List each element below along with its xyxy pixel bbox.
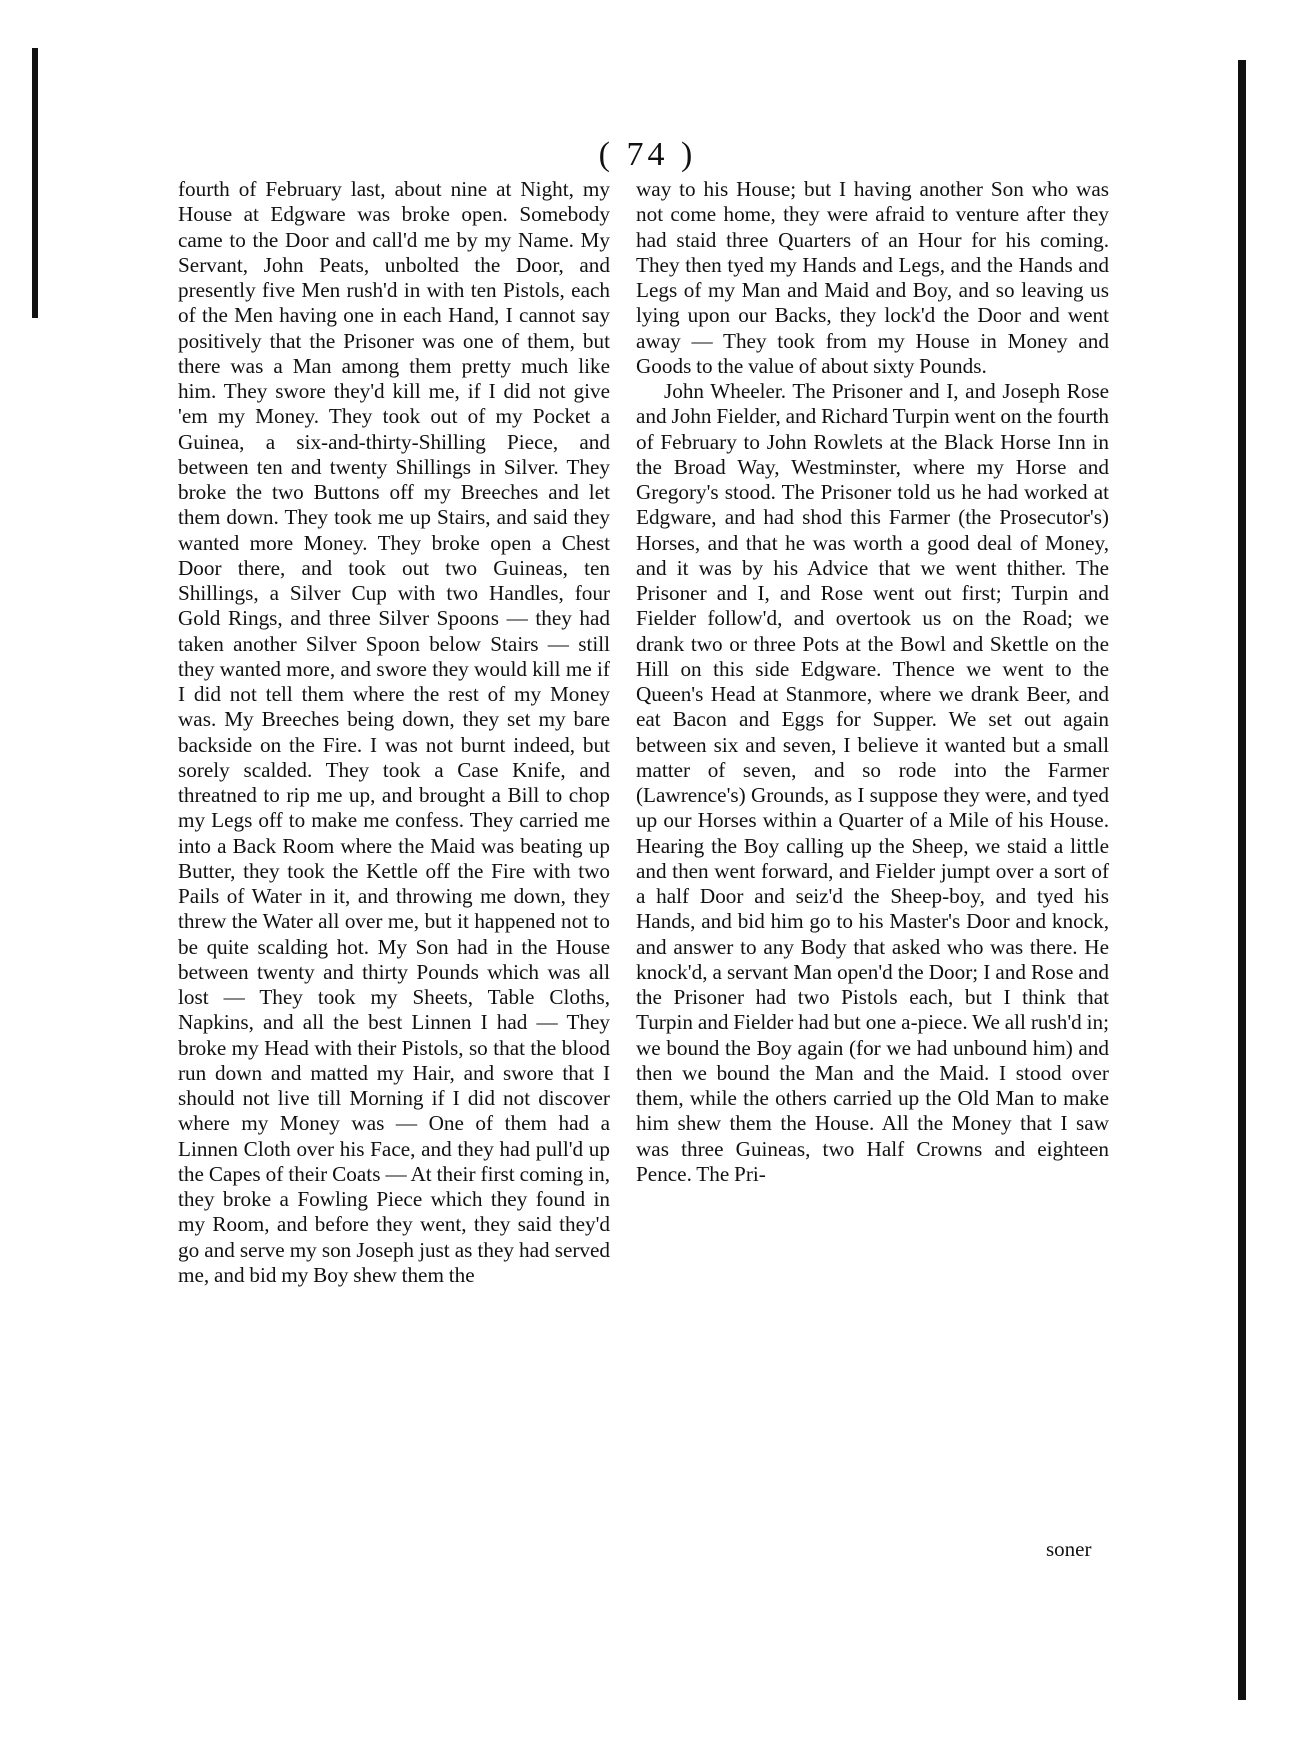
left-binding-edge	[32, 48, 38, 318]
left-paragraph: fourth of February last, about nine at Night, my House at Edgware was broke open. Somebody came to the Door and call'd me by my Name. My Servant, John Peats, unbolted the Door, and presently five Men rush'd in with ten Pistols, each of the Men having one in each Hand, I cannot say positively that the Prisoner was one of them, but there was a Man among them pretty much like him. They swore they'd kill me, if I did not give 'em my Money. They took out of my Pocket a Guinea, a six-and-thirty-Shilling Piece, and between ten and twenty Shillings in Silver. They broke the two Buttons off my Breeches and let them down. They took me up Stairs, and said they wanted more Money. They broke open a Chest Door there, and took out two Guineas, ten Shillings, a Silver Cup with two Handles, four Gold Rings, and three Silver Spoons — they had taken another Silver Spoon below Stairs — still they wanted more, and swore they would kill me if I did not tell them where the rest of my Money was. My Breeches being down, they set my bare backside on the Fire. I was not burnt indeed, but sorely scalded. They took a Case Knife, and threatned to rip me up, and brought a Bill to chop my Legs off to make me confess. They carried me into a Back Room where the Maid was beating up Butter, they took the Kettle off the Fire with two Pails of Water in it, and throwing me down, they threw the Water all over me, but it happened not to be quite scalding hot. My Son had in the House between twenty and thirty Pounds which was all lost — They took my Sheets, Table Cloths, Napkins, and all the best Linnen I had — They broke my Head with their Pistols, so that the blood run down and matted my Hair, and swore that I should not live till Morning if I did not discover where my Money was — One of them had a Linnen Cloth over his Face, and they had pull'd up the Capes of their Coats — At their first coming in, they broke a Fowling Piece which they found in my Room, and before they went, they said they'd go and serve my son Joseph just as they had served me, and bid my Boy shew them the	[178, 177, 610, 1287]
catchword: soner	[1046, 1537, 1092, 1561]
right-binding-edge	[1238, 60, 1246, 1700]
left-column	[178, 177, 610, 1288]
right-paragraph-1: way to his House; but I having another Son who was not come home, they were afraid to venture after they had staid three Quarters of an Hour for his coming. They then tyed my Hands and Legs, and the Hands and Legs of my Man and Maid and Boy, and so leaving us lying upon our Backs, they lock'd the Door and went away — They took from my House in Money and Goods to the value of about sixty Pounds.	[636, 177, 1109, 378]
right-paragraph-2: John Wheeler. The Prisoner and I, and Joseph Rose and John Fielder, and Richard Turpin went on the fourth of February to John Rowlets at the Black Horse Inn in the Broad Way, Westminster, where my Horse and Gregory's stood. The Prisoner told us he had worked at Edgware, and had shod this Farmer (the Prosecutor's) Horses, and that he was worth a good deal of Money, and it was by his Advice that we went thither. The Prisoner and I, and Rose went out first; Turpin and Fielder follow'd, and overtook us on the Road; we drank two or three Pots at the Bowl and Skettle on the Hill on this side Edgware. Thence we went to the Queen's Head at Stanmore, where we drank Beer, and eat Bacon and Eggs for Supper. We set out again between six and seven, I believe it wanted but a small matter of seven, and so rode into the Farmer (Lawrence's) Grounds, as I suppose they were, and tyed up our Horses within a Quarter of a Mile of his House. Hearing the Boy calling up the Sheep, we staid a little and then went forward, and Fielder jumpt over a sort of a half Door and seiz'd the Sheep-boy, and tyed his Hands, and bid him go to his Master's Door and knock, and answer to any Body that asked who was there. He knock'd, a servant Man open'd the Door; I and Rose and the Prisoner had two Pistols each, but I think that Turpin and Fielder had but one a-piece. We all rush'd in; we bound the Boy again (for we had unbound him) and then we bound the Man and the Maid. I stood over them, while the others carried up the Old Man to make him shew them the House. All the Money that I saw was three Guineas, two Half Crowns and eighteen Pence. The Pri-	[636, 379, 1109, 1186]
page-number: ( 74 )	[598, 136, 697, 173]
right-column	[636, 177, 1109, 1187]
